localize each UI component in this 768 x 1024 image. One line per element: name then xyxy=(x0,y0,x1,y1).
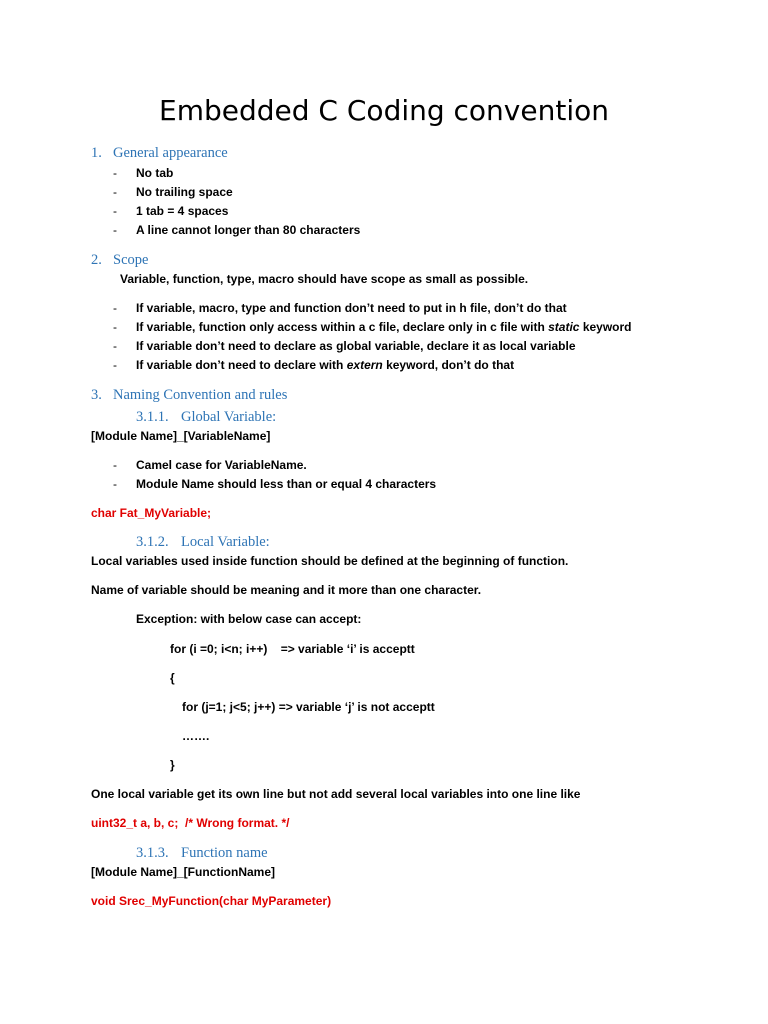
subsection-function-heading: Function name xyxy=(181,845,268,861)
scope-intro: Variable, function, type, macro should have scope as small as possible. xyxy=(120,272,529,286)
bullet-dash: - xyxy=(113,477,117,491)
global-pattern: [Module Name]_[VariableName] xyxy=(91,429,271,443)
bullet-dash: - xyxy=(113,185,117,199)
section-2-number: 2. xyxy=(91,252,102,268)
bullet-no-tab: No tab xyxy=(136,166,174,180)
bullet-dash: - xyxy=(113,320,117,334)
local-paragraph-1: Local variables used inside function should be defined at the beginning of function. xyxy=(91,554,569,568)
bullet-tab-spaces: 1 tab = 4 spaces xyxy=(136,204,229,218)
section-3-number: 3. xyxy=(91,387,102,403)
bullet-dash: - xyxy=(113,166,117,180)
subsection-local-number: 3.1.2. xyxy=(136,534,169,550)
scope-bullet-3: If variable don’t need to declare as global variable, declare it as local variable xyxy=(136,339,576,353)
local-brace-close: } xyxy=(170,758,175,772)
scope-bullet-1: If variable, macro, type and function don’t need to put in h file, don’t do that xyxy=(136,301,567,315)
local-code-line-1: for (i =0; i<n; i++) => variable ‘i’ is acceptt xyxy=(170,642,415,656)
bullet-dash: - xyxy=(113,204,117,218)
function-example-code: void Srec_MyFunction(char MyParameter) xyxy=(91,894,332,908)
local-brace-open: { xyxy=(170,671,175,685)
section-1-heading: General appearance xyxy=(113,145,228,161)
subsection-global-number: 3.1.1. xyxy=(136,409,169,425)
page-title: Embedded C Coding convention xyxy=(159,94,609,127)
extern-keyword: extern xyxy=(346,358,383,372)
function-pattern: [Module Name]_[FunctionName] xyxy=(91,865,276,879)
section-3-heading: Naming Convention and rules xyxy=(113,387,288,403)
subsection-global-heading: Global Variable: xyxy=(181,409,277,425)
subsection-local-heading: Local Variable: xyxy=(181,534,270,550)
subsection-function-number: 3.1.3. xyxy=(136,845,169,861)
local-paragraph-2: Name of variable should be meaning and it more than one character. xyxy=(91,583,482,597)
bullet-dash: - xyxy=(113,458,117,472)
bullet-no-trailing-space: No trailing space xyxy=(136,185,233,199)
local-exception: Exception: with below case can accept: xyxy=(136,612,362,626)
bullet-dash: - xyxy=(113,223,117,237)
local-paragraph-3: One local variable get its own line but not add several local variables into one line like xyxy=(91,787,581,801)
bullet-line-length: A line cannot longer than 80 characters xyxy=(136,223,361,237)
local-code-line-2: for (j=1; j<5; j++) => variable ‘j’ is not acceptt xyxy=(182,700,435,714)
section-2-heading: Scope xyxy=(113,252,149,268)
local-ellipsis: ……. xyxy=(182,729,210,743)
global-bullet-2: Module Name should less than or equal 4 characters xyxy=(136,477,437,491)
bullet-dash: - xyxy=(113,339,117,353)
global-bullet-1: Camel case for VariableName. xyxy=(136,458,307,472)
scope-bullet-2: If variable, function only access within a c file, declare only in c file with static keyword xyxy=(136,320,632,334)
scope-bullet-4: If variable don’t need to declare with extern keyword, don’t do that xyxy=(136,358,515,372)
bullet-dash: - xyxy=(113,358,117,372)
local-example-code: uint32_t a, b, c; /* Wrong format. */ xyxy=(91,816,290,830)
section-1-number: 1. xyxy=(91,145,102,161)
bullet-dash: - xyxy=(113,301,117,315)
static-keyword: static xyxy=(548,320,580,334)
global-example-code: char Fat_MyVariable; xyxy=(91,506,212,520)
